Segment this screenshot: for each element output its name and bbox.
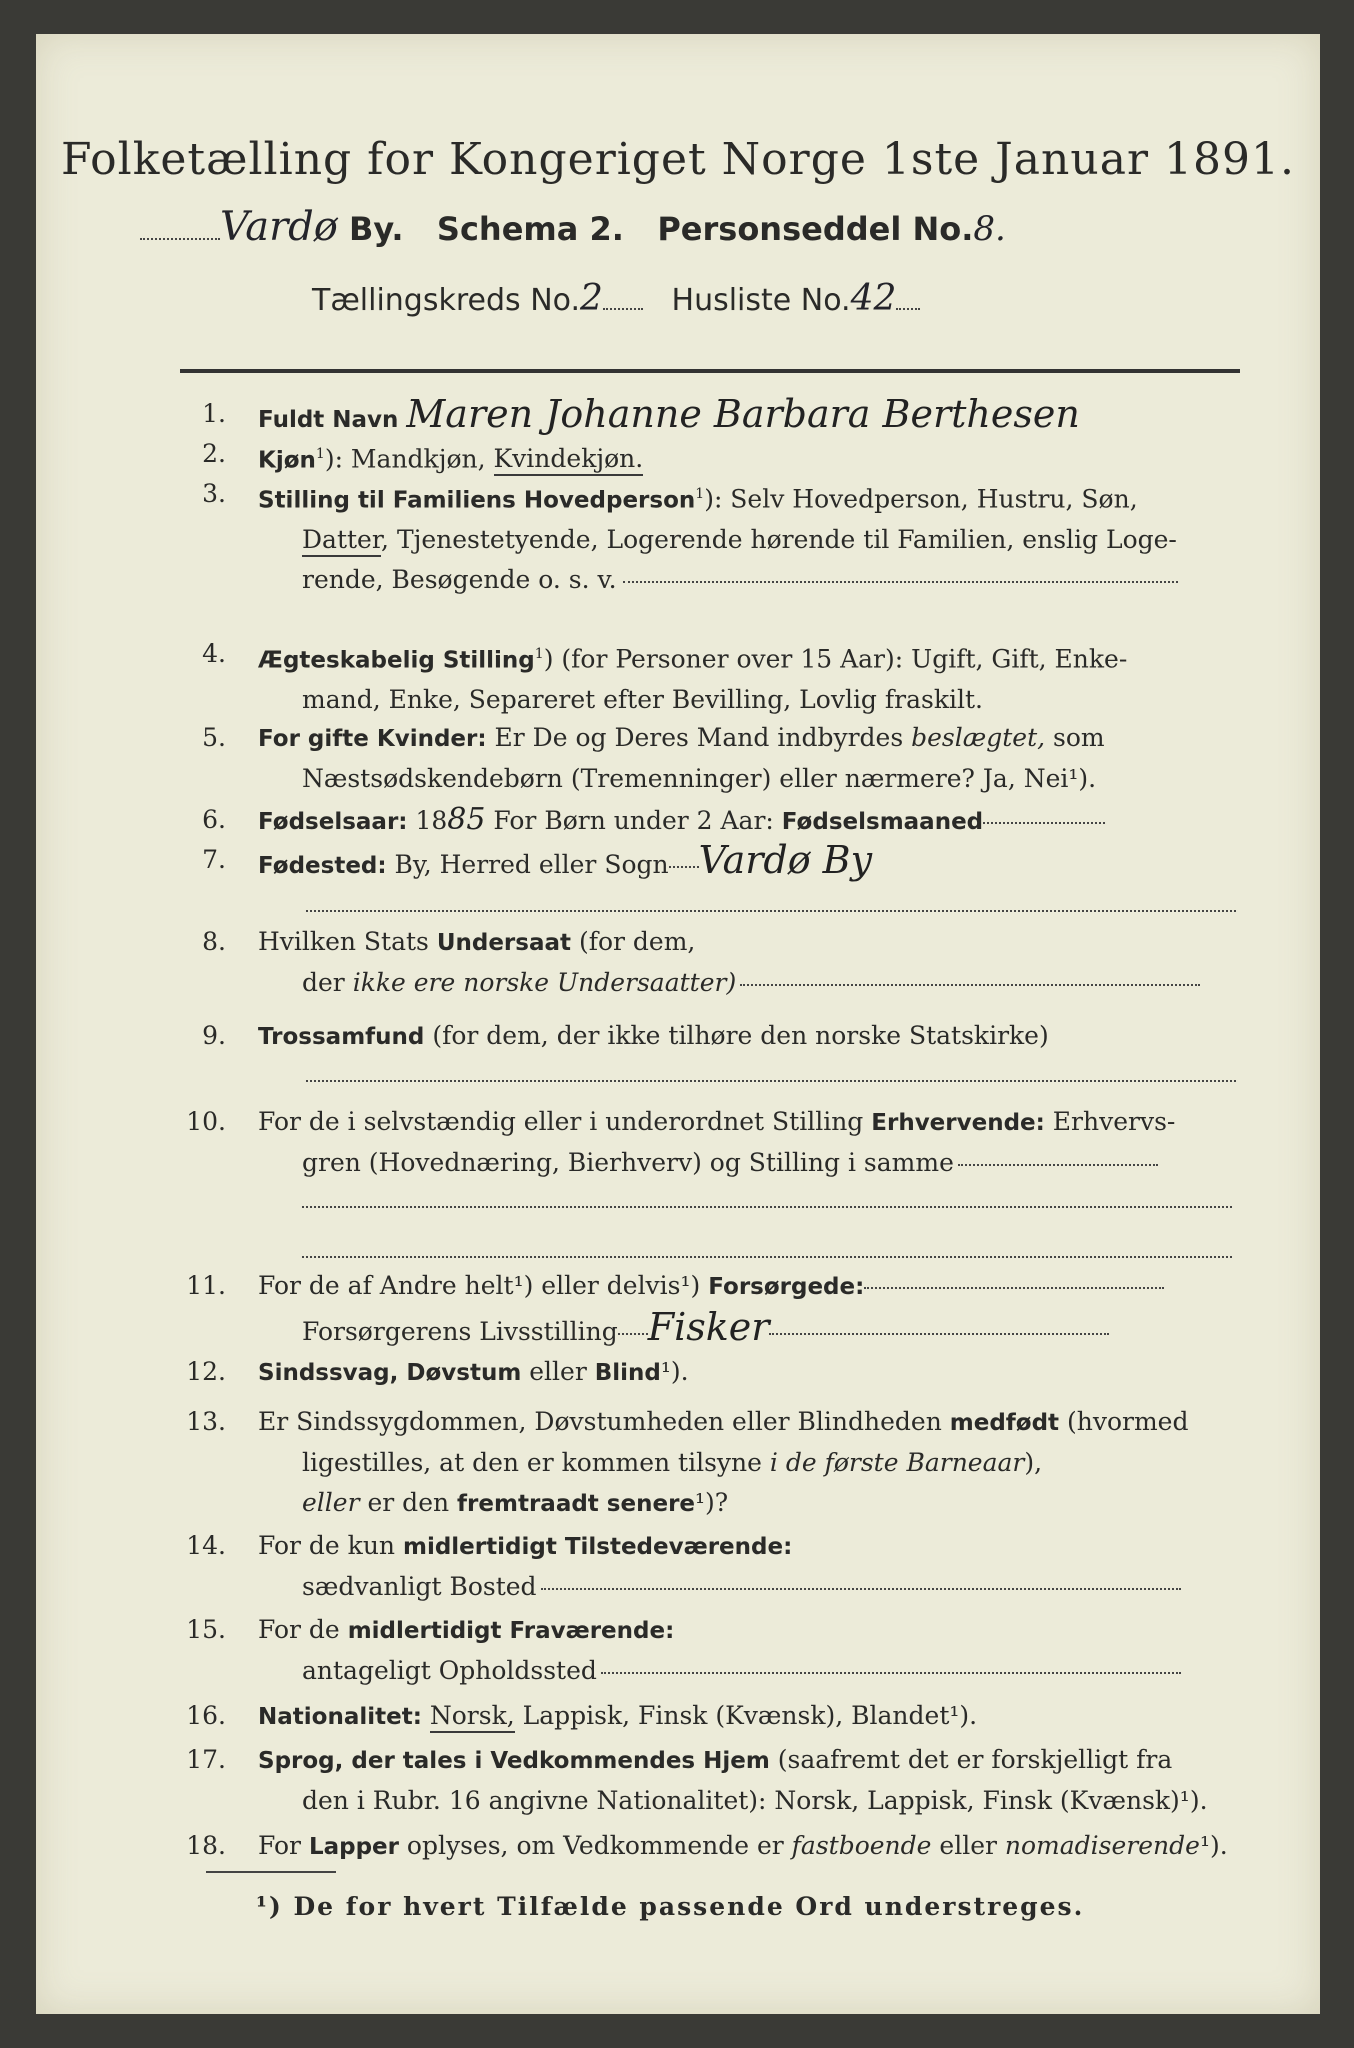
question-label: midlertidigt Tilstedeværende:: [402, 1534, 793, 1560]
question-text: For de: [258, 1615, 348, 1644]
footnote-rule: [206, 1871, 336, 1873]
answer-line: [306, 1080, 1236, 1082]
question-label: medfødt: [949, 1410, 1060, 1436]
answer-full-name: Maren Johanne Barbara Berthesen: [406, 392, 1080, 436]
question-text: For de i selvstændig eller i underordnet Stilling: [258, 1107, 872, 1136]
selected-option-datter: Datter: [302, 525, 381, 557]
question-number: 14.: [186, 1531, 226, 1560]
footnote-ref: 1: [315, 446, 325, 462]
question-8: [166, 922, 1246, 1003]
question-number: 15.: [186, 1615, 226, 1644]
question-text: Forsørgerens Livsstilling: [302, 1317, 618, 1346]
personseddel-label: Personseddel No.: [657, 210, 974, 248]
header-line-1: [140, 204, 1006, 250]
question-14: [166, 1526, 1246, 1607]
question-text: Hvilken Stats: [258, 927, 437, 956]
question-text: gren (Hovednæring, Bierhverv) og Stilling i samme: [302, 1148, 954, 1177]
question-label: Nationalitet:: [258, 1704, 422, 1730]
question-text: den i Rubr. 16 angivne Nationalitet): Norsk, Lappisk, Finsk (Kvænsk)¹).: [302, 1786, 1208, 1815]
question-text: Er Sindssygdommen, Døvstumheden eller Blindheden: [258, 1407, 950, 1436]
question-text-italic: eller: [302, 1488, 360, 1517]
question-7: [166, 840, 1246, 886]
question-text: (for dem, der ikke tilhøre den norske Statskirke): [424, 1021, 1049, 1050]
question-text: ligestilles, at den er kommen tilsyne: [302, 1448, 770, 1477]
question-text: rende, Besøgende o. s. v.: [302, 565, 617, 595]
schema-label: Schema 2.: [436, 210, 624, 248]
form-title: Folketælling for Kongeriget Norge 1ste Januar 1891.: [61, 134, 1295, 185]
question-text: Næstsødskendebørn (Tremenninger) eller nærmere? Ja, Nei¹).: [302, 764, 1097, 793]
question-11: [166, 1266, 1246, 1352]
question-number: 7.: [202, 845, 226, 874]
question-text: (hvormed: [1059, 1407, 1189, 1436]
question-text-italic: beslægtet,: [911, 723, 1046, 752]
question-text: ¹).: [1199, 1831, 1228, 1860]
question-text: som: [1045, 723, 1105, 752]
question-text: ): Mandkjøn,: [324, 444, 494, 474]
question-label: Forsørgede:: [708, 1274, 865, 1300]
question-label: Blind: [594, 1360, 661, 1386]
question-18: [166, 1826, 1246, 1867]
answer-line: [306, 910, 1236, 912]
question-number: 12.: [186, 1357, 226, 1386]
question-text: eller: [521, 1357, 595, 1386]
question-label: Lapper: [308, 1834, 399, 1860]
answer-birth-year: 85: [447, 802, 486, 837]
question-12: [166, 1352, 1246, 1393]
footnote: ¹) De for hvert Tilfælde passende Ord understreges.: [256, 1892, 1085, 1921]
question-label: Fødested:: [258, 853, 387, 879]
question-label: Kjøn: [258, 447, 316, 474]
question-9: [166, 1016, 1246, 1057]
personseddel-number: 8.: [973, 209, 1006, 249]
question-text: (saafremt det er forskjelligt fra: [769, 1745, 1173, 1774]
question-number: 3.: [202, 479, 226, 508]
question-text: eller: [931, 1831, 1005, 1860]
question-label: For gifte Kvinder:: [258, 726, 487, 752]
question-label: Ægteskabelig Stilling: [258, 647, 535, 674]
question-label: Fuldt Navn: [258, 407, 399, 433]
question-15: [166, 1610, 1246, 1691]
question-number: 9.: [202, 1021, 226, 1050]
question-text: ¹).: [660, 1357, 689, 1386]
footnote-ref: 1: [534, 646, 544, 662]
question-text: der: [302, 968, 353, 997]
question-number: 6.: [202, 805, 226, 834]
question-text: ),: [1024, 1448, 1043, 1477]
question-17: [166, 1740, 1246, 1821]
question-5: [166, 718, 1246, 799]
question-label: Undersaat: [436, 930, 571, 956]
question-number: 1.: [202, 399, 226, 428]
question-text: For de kun: [258, 1531, 403, 1560]
header-line-2: [312, 278, 920, 319]
selected-option-kvindekjon: Kvindekjøn.: [494, 444, 644, 476]
question-text: ¹)?: [695, 1488, 729, 1517]
husliste-label: Husliste No.: [671, 283, 851, 318]
header-rule: [180, 369, 1240, 373]
answer-birthplace: Vardø By: [698, 838, 873, 882]
question-text: Erhvervs-: [1044, 1107, 1176, 1136]
question-number: 11.: [186, 1271, 226, 1300]
question-label: Trossamfund: [258, 1024, 425, 1050]
question-text: er den: [359, 1488, 458, 1517]
question-6: [166, 800, 1246, 842]
question-text: Er De og Deres Mand indbyrdes: [486, 723, 912, 752]
question-text: Lappisk, Finsk (Kvænsk), Blandet¹).: [514, 1701, 978, 1730]
question-label: Fødselsmaaned: [781, 809, 984, 835]
question-text: ): Selv Hovedperson, Hustru, Søn,: [704, 484, 1138, 514]
question-13: [166, 1402, 1246, 1524]
question-4: [166, 634, 1246, 720]
question-3: [166, 474, 1246, 600]
question-text-italic: fastboende: [791, 1831, 932, 1860]
question-number: 13.: [186, 1407, 226, 1436]
question-label: Erhvervende:: [871, 1110, 1045, 1136]
town-handwritten: Vardø: [220, 204, 338, 250]
answer-line: [302, 1256, 1232, 1258]
question-text: For: [258, 1831, 309, 1860]
question-label: midlertidigt Fraværende:: [347, 1618, 675, 1644]
question-text: (for dem,: [571, 927, 696, 956]
question-text: , Tjenestetyende, Logerende hørende til Familien, enslig Loge-: [381, 525, 1177, 555]
husliste-number: 42: [850, 278, 897, 319]
question-text: 18: [407, 806, 448, 835]
question-number: 10.: [186, 1107, 226, 1136]
question-text: sædvanligt Bosted: [302, 1572, 537, 1601]
census-form-sheet: [36, 34, 1320, 2014]
answer-provider-occupation: Fisker: [647, 1305, 770, 1349]
question-text: oplyses, om Vedkommende er: [398, 1831, 792, 1860]
question-text: antageligt Opholdssted: [302, 1656, 597, 1685]
question-text: ) (for Personer over 15 Aar): Ugift, Gift, Enke-: [543, 644, 1128, 674]
question-text: For de af Andre helt¹) eller delvis¹): [258, 1271, 709, 1300]
question-number: 2.: [202, 439, 226, 468]
question-text-italic: i de første Barneaar: [769, 1448, 1025, 1477]
question-number: 18.: [186, 1831, 226, 1860]
question-16: [166, 1696, 1246, 1737]
answer-line: [302, 1206, 1232, 1208]
question-text: mand, Enke, Separeret efter Bevilling, Lovlig fraskilt.: [302, 685, 983, 715]
question-label: Fødselsaar:: [258, 809, 408, 835]
kreds-number: 2: [580, 278, 603, 319]
question-10: [166, 1102, 1246, 1183]
question-label: Sprog, der tales i Vedkommendes Hjem: [258, 1748, 770, 1774]
question-number: 5.: [202, 723, 226, 752]
question-text: For Børn under 2 Aar:: [485, 806, 782, 835]
question-text: By, Herred eller Sogn: [386, 850, 669, 879]
question-number: 17.: [186, 1745, 226, 1774]
question-number: 8.: [202, 927, 226, 956]
question-label: fremtraadt senere: [457, 1491, 696, 1517]
footnote-ref: 1: [695, 486, 705, 502]
question-text-italic: nomadiserende: [1004, 1831, 1200, 1860]
question-label: Sindssvag, Døvstum: [258, 1360, 522, 1386]
selected-option-norsk: Norsk,: [430, 1701, 515, 1733]
kreds-label: Tællingskreds No.: [312, 283, 580, 318]
question-label: Stilling til Familiens Hovedperson: [258, 487, 696, 514]
question-number: 4.: [202, 639, 226, 668]
question-number: 16.: [186, 1701, 226, 1730]
town-suffix: By.: [349, 210, 404, 248]
question-text-italic: ikke ere norske Undersaatter): [352, 968, 737, 997]
